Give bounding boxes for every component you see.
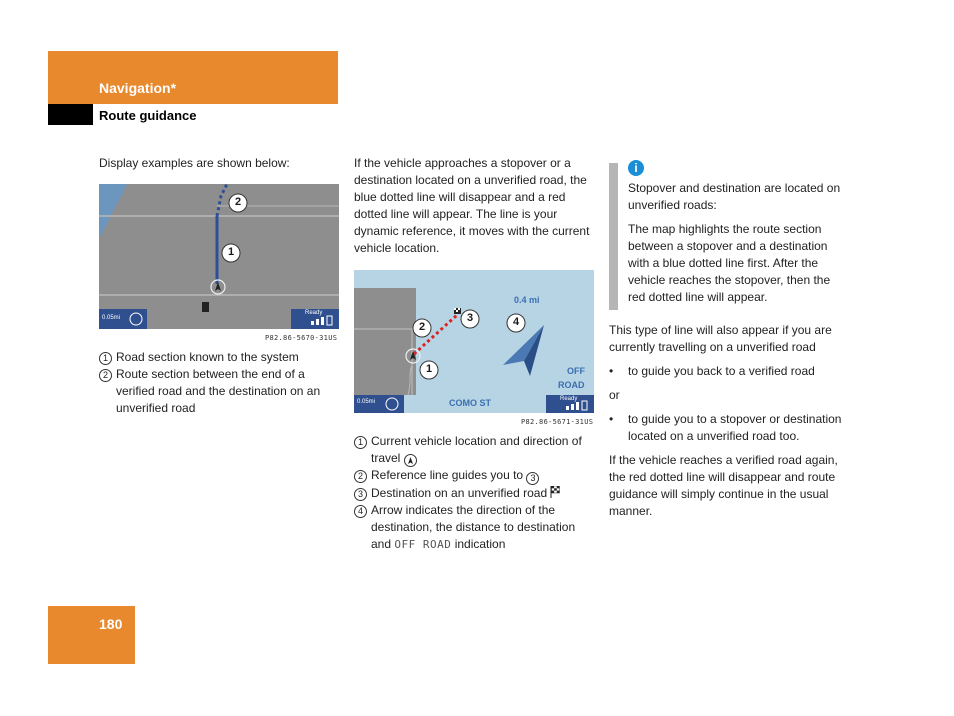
legend-num: 3 <box>354 488 367 501</box>
bullet: • <box>609 412 614 426</box>
legend-num: 2 <box>354 470 367 483</box>
legend-item-1 <box>99 349 339 366</box>
bullet: • <box>609 364 614 378</box>
callout-1: 1 <box>228 246 235 258</box>
column2-intro: If the vehicle approaches a stopover or a destination located on a unverified road, the blue dotted line will disappear and a red dotted line will appear. The line is your dynamic reference, it moves with the current vehicle location. <box>354 156 590 255</box>
page-number: 180 <box>99 616 123 632</box>
figure-ref-1: P82.86-5670-31US <box>265 334 338 342</box>
callout-1: 1 <box>426 363 433 375</box>
callout-4: 4 <box>513 316 520 328</box>
legend-text-3 <box>371 485 560 502</box>
figure-ref-2: P82.86-5671-31US <box>521 418 594 426</box>
figure-map-2 <box>354 270 594 413</box>
section-title: Navigation* <box>99 80 177 96</box>
legend-ref-num: 3 <box>526 472 539 485</box>
distance-readout: 0.4 mi <box>514 295 540 305</box>
subsection-title: Route guidance <box>99 108 197 123</box>
paragraph-2: If the vehicle reaches a verified road again, the red dotted line will disappear and route guidance will simply continue in the usual manner. <box>609 453 838 518</box>
legend-num: 4 <box>354 505 367 518</box>
map-display-1 <box>99 184 339 329</box>
legend-item-4 <box>354 502 594 553</box>
legend-item-3 <box>354 485 594 502</box>
column3-body <box>609 322 849 520</box>
legend-item-1 <box>354 433 594 467</box>
callout-3: 3 <box>467 312 474 324</box>
figure-map-1 <box>99 184 339 329</box>
bullet-text: to guide you back to a verified road <box>628 364 815 378</box>
legend-text: indication <box>454 537 506 551</box>
status-ready: Ready <box>305 310 323 316</box>
map-display-2 <box>354 270 594 413</box>
bullet-text: to guide you to a stopover or destination located on a unverified road too. <box>628 412 842 443</box>
legend-text-2 <box>371 467 539 485</box>
legend-item-2 <box>99 366 339 417</box>
bullet-item-1 <box>609 363 849 380</box>
column1-legend <box>99 349 339 417</box>
column1-intro: Display examples are shown below: <box>99 156 290 170</box>
legend-num: 1 <box>354 436 367 449</box>
legend-text-4 <box>371 502 594 553</box>
paragraph-1: This type of line will also appear if you are currently travelling on a unverified road <box>609 323 832 354</box>
info-paragraph-1: Stopover and destination are located on unverified roads: <box>628 181 841 212</box>
section-header-bar <box>48 51 338 104</box>
legend-text: Reference line guides you to <box>371 468 524 482</box>
legend-item-2 <box>354 467 594 485</box>
vehicle-position-icon <box>404 454 417 467</box>
off-road-label-2: ROAD <box>558 380 585 390</box>
info-sidebar <box>609 163 618 310</box>
legend-text: Destination on an unverified road <box>371 486 548 500</box>
info-icon: i <box>628 160 644 176</box>
bullet-item-2 <box>609 411 849 445</box>
info-box <box>628 180 850 306</box>
legend-text: Current vehicle location and direction of travel <box>371 434 582 465</box>
subsection-marker <box>48 104 93 125</box>
map-scale: 0.05mi <box>357 399 376 405</box>
callout-2: 2 <box>235 196 242 208</box>
status-ready: Ready <box>560 396 578 402</box>
or-text: or <box>609 388 620 402</box>
legend-num: 1 <box>99 352 112 365</box>
legend-text-1 <box>371 433 594 467</box>
legend-num: 2 <box>99 369 112 382</box>
off-road-label-1: OFF <box>567 366 585 376</box>
legend-text: Arrow indicates the direction of the destination, the distance to destination and <box>371 503 576 551</box>
street-name: COMO ST <box>449 398 491 408</box>
callout-2: 2 <box>419 321 426 333</box>
info-paragraph-2: The map highlights the route section between a stopover and a destination with a blue dotted line first. After the vehicle reaches the stopover, then the red dotted line will appear. <box>628 222 831 304</box>
legend-text: Road section known to the system <box>116 350 299 364</box>
column2-legend <box>354 433 594 553</box>
page-number-tab <box>48 606 135 664</box>
legend-text: Route section between the end of a verified road and the destination on an unverified road <box>116 367 321 415</box>
map-scale: 0.05mi <box>102 315 121 321</box>
checkered-flag-icon <box>550 486 560 498</box>
off-road-indicator: OFF ROAD <box>394 538 452 551</box>
